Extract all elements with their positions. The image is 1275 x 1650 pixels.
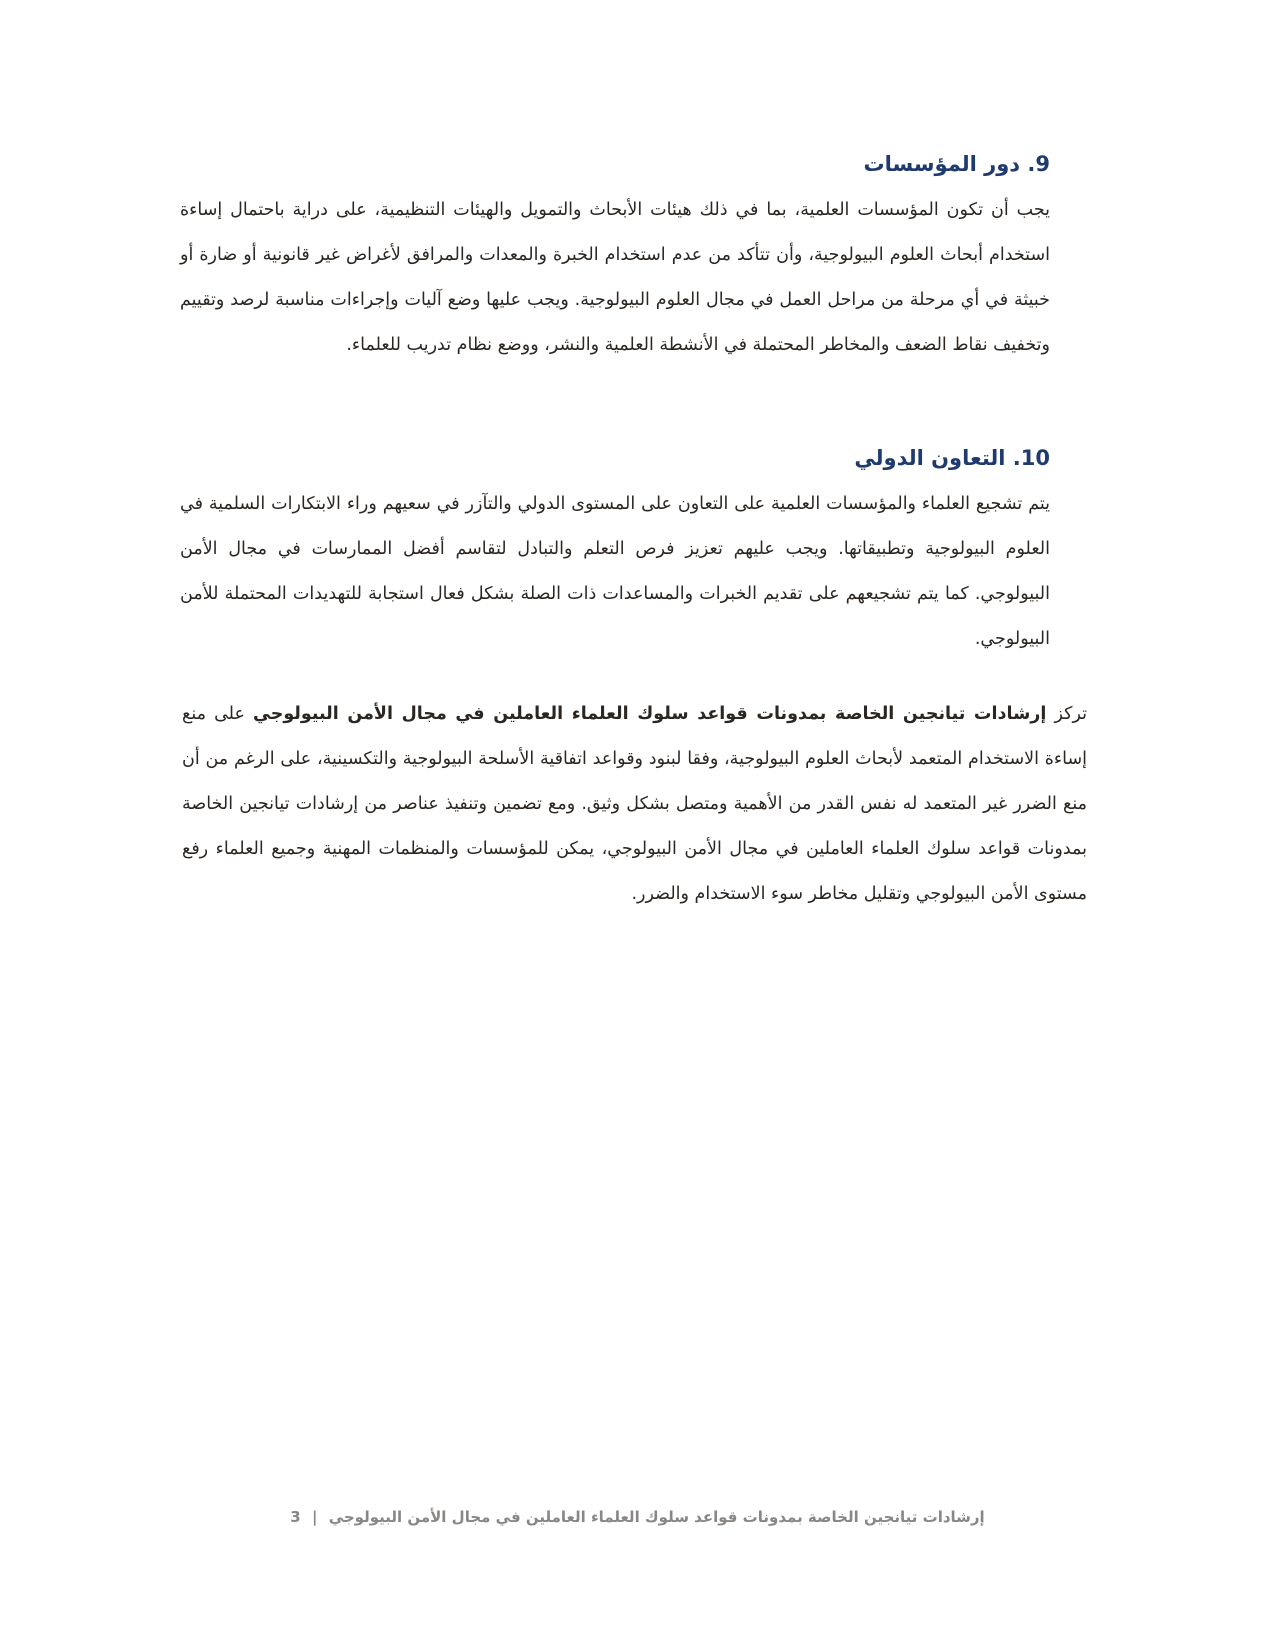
- section-body: يتم تشجيع العلماء والمؤسسات العلمية على التعاون على المستوى الدولي والتآزر في سعيهم وراء الابتكارات السلمية في العلوم البيولوجية وتطبيقاتها. ويجب عليهم تعزيز فرص التعلم والتبادل لتقاسم أفضل الممارسات في مجال الأمن البيولوجي. كما يتم تشجيعهم على تقديم الخبرات والمساعدات ذات الصلة بشكل فعال استجابة للتهديدات المحتملة للأمن البيولوجي.: [180, 494, 1050, 649]
- footer-separator: |: [311, 1508, 318, 1526]
- summary-bold-title: إرشادات تيانجين الخاصة بمدونات قواعد سلوك العلماء العاملين في مجال الأمن البيولوجي: [253, 704, 1047, 724]
- section-international-cooperation: [180, 440, 1050, 662]
- section-heading: 10. التعاون الدولي: [854, 446, 1050, 470]
- page-number: 3: [290, 1508, 301, 1526]
- summary-text: [182, 692, 1087, 917]
- footer-title: إرشادات تيانجين الخاصة بمدونات قواعد سلوك العلماء العاملين في مجال الأمن البيولوجي: [328, 1508, 985, 1526]
- section-heading: 9. دور المؤسسات: [863, 152, 1050, 176]
- page-footer: [0, 1508, 1275, 1526]
- summary-lead: تركز: [1054, 704, 1087, 724]
- summary-paragraph: [182, 692, 1087, 917]
- section-role-of-institutions: [180, 146, 1050, 368]
- summary-rest: على منع إساءة الاستخدام المتعمد لأبحاث العلوم البيولوجية، وفقا لبنود وقواعد اتفاقية الأسلحة البيولوجية والتكسينية، على الرغم من أن منع الضرر غير المتعمد له نفس القدر من الأهمية ومتصل بشكل وثيق. ومع تضمين وتنفيذ عناصر من إرشادات تيانجين الخاصة بمدونات قواعد سلوك العلماء العاملين في مجال الأمن البيولوجي، يمكن للمؤسسات والمنظمات المهنية وجميع العلماء رفع مستوى الأمن البيولوجي وتقليل مخاطر سوء الاستخدام والضرر.: [182, 704, 1087, 904]
- section-body: يجب أن تكون المؤسسات العلمية، بما في ذلك هيئات الأبحاث والتمويل والهيئات التنظيمية، على دراية باحتمال إساءة استخدام أبحاث العلوم البيولوجية، وأن تتأكد من عدم استخدام الخبرة والمعدات والمرافق لأغراض غير قانونية أو ضارة أو خبيثة في أي مرحلة من مراحل العمل في مجال العلوم البيولوجية. ويجب عليها وضع آليات وإجراءات مناسبة لرصد وتقييم وتخفيف نقاط الضعف والمخاطر المحتملة في الأنشطة العلمية والنشر، ووضع نظام تدريب للعلماء.: [180, 200, 1050, 355]
